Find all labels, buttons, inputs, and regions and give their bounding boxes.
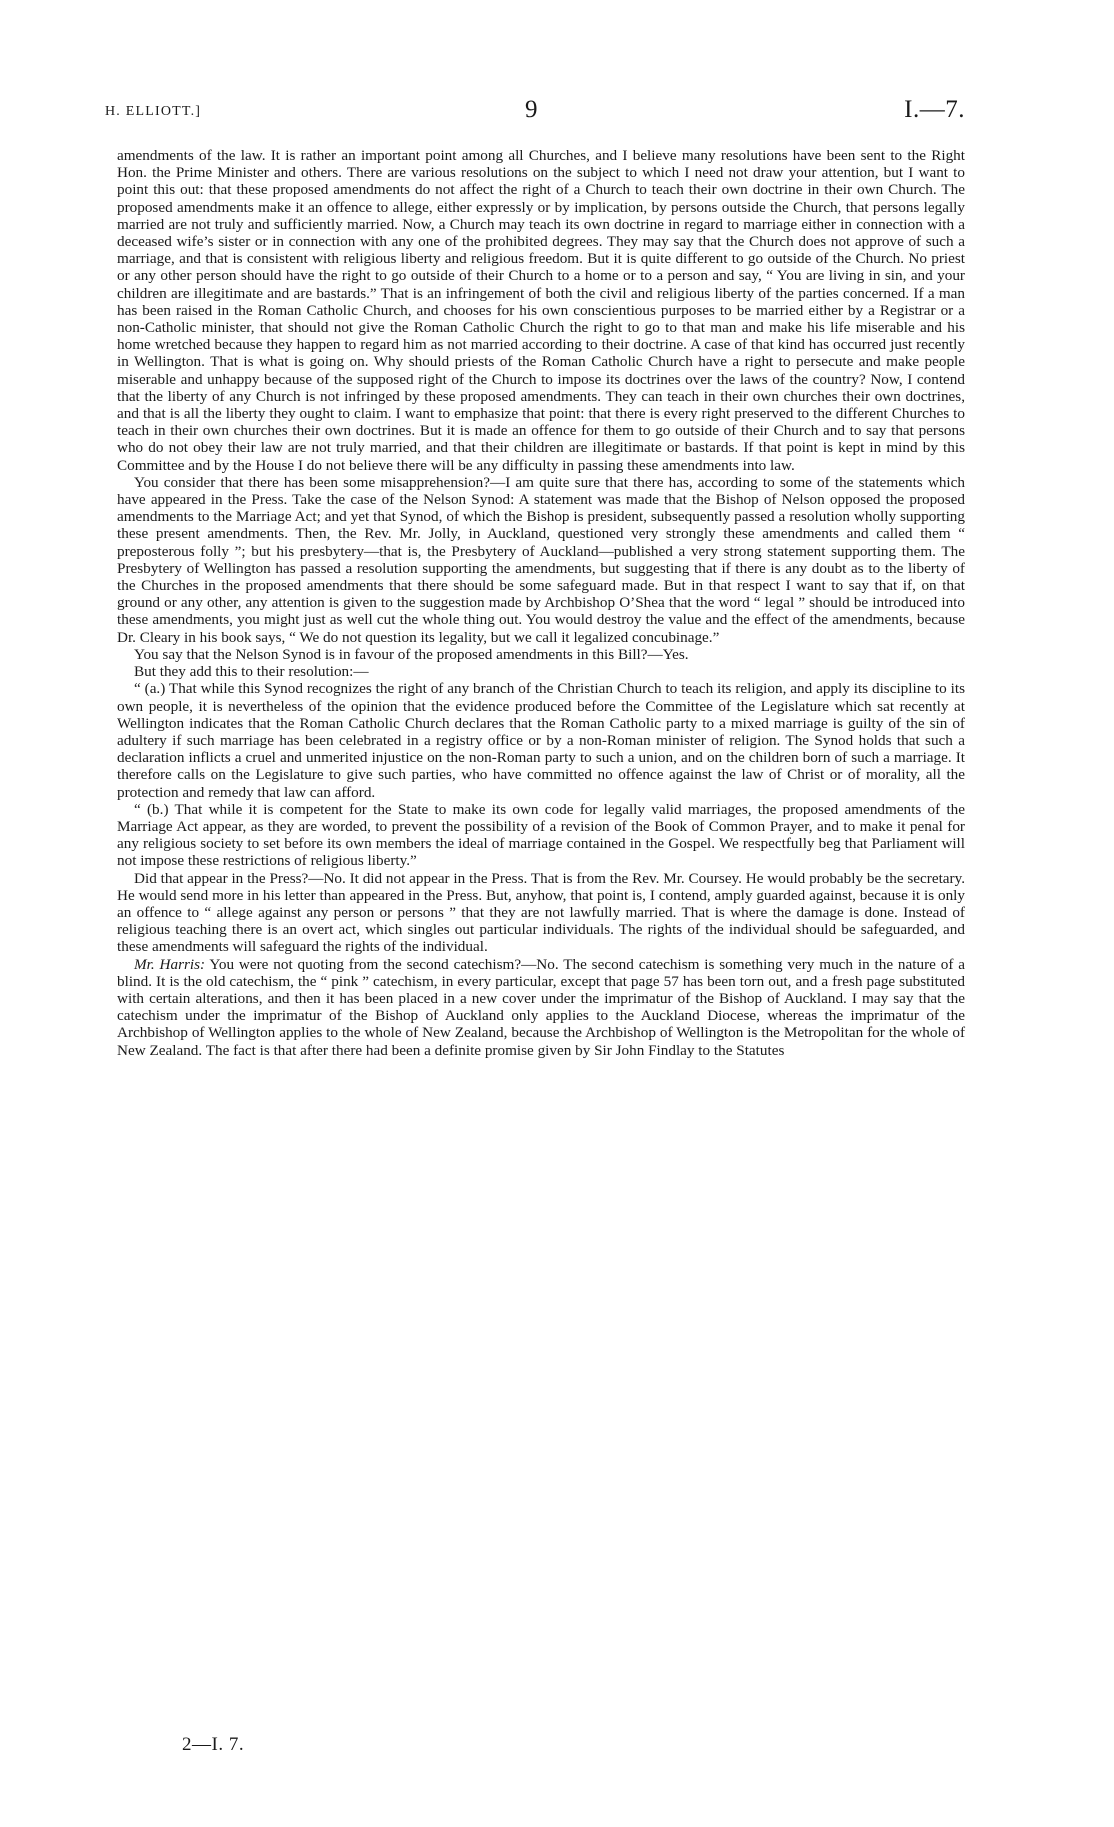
running-head <box>105 96 965 126</box>
paragraph-nelson-synod: You say that the Nelson Synod is in favour of the proposed amendments in this Bill?—Yes. <box>134 645 689 663</box>
paragraph-misapprehension: You consider that there has been some misapprehension?—I am quite sure that there has, according to some of the statements which have appeared in the Press. Take the case of the Nelson Synod: A statement was made that the Bishop of Nelson opposed the proposed amendments to the Marriage Act; and yet that Synod, of which the Bishop is president, subsequently passed a resolution wholly supporting these present amendments. Then, the Rev. Mr. Jolly, in Auckland, questioned very strongly these amendments and called them “ preposterous folly ”; but his presbytery—that is, the Presbytery of Auckland—published a very strong statement supporting them. The Presbytery of Wellington has passed a resolution supporting the amendments, but suggesting that if there is any doubt as to the liberty of the Churches in the proposed amendments that there should be some safeguard made. But in that respect I want to say that if, on that ground or any other, any attention is given to the suggestion made by Archbishop O’Shea that the word “ legal ” should be introduced into these amendments, you might just as well cut the whole thing out. You would destroy the value and the effect of the amendments, because Dr. Cleary in his book says, “ We do not question its legality, but we call it legalized concubinage.” <box>117 473 965 646</box>
speaker-name-header: H. ELLIOTT.] <box>105 104 202 119</box>
paragraph-catechism <box>117 956 965 1059</box>
paragraph-resolution-intro: But they add this to their resolution:— <box>134 663 369 681</box>
signature-mark: 2—I. 7. <box>182 1734 245 1755</box>
speaker-label: Mr. Harris: <box>134 955 206 973</box>
page-number: 9 <box>525 96 538 123</box>
paragraph-catechism-text: You were not quoting from the second catechism?—No. The second catechism is something very much in the nature of a blind. It is the old catechism, the “ pink ” catechism, in every particular, except that page 57 has been torn out, and a fresh page substituted with certain alterations, and then it has been placed in a new cover under the imprimatur of the Bishop of Auckland. I may say that the catechism under the imprimatur of the Bishop of Auckland only applies to the Auckland Diocese, whereas the imprimatur of the Archbishop of Wellington applies to the whole of New Zealand, because the Archbishop of Wellington is the Metropolitan for the whole of New Zealand. The fact is that after there had been a definite promise given by Sir John Findlay to the Statutes <box>117 955 965 1059</box>
paragraph-resolution-b: “ (b.) That while it is competent for the State to make its own code for legally valid marriages, the proposed amendments of the Marriage Act appear, as they are worded, to prevent the possibility of a revision of the Book of Common Prayer, and to make it penal for any religious society to set before its own members the ideal of marriage contained in the Gospel. We respectfully beg that Parliament will not impose these restrictions of religious liberty.” <box>117 800 965 870</box>
paragraph-resolution-a: “ (a.) That while this Synod recognizes the right of any branch of the Christian Church to teach its religion, and apply its discipline to its own people, it is nevertheless of the opinion that the evidence produced before the Committee of the Legislature which sat recently at Wellington indicates that the Roman Catholic Church declares that the Roman Catholic party to a mixed marriage is guilty of the sin of adultery if such marriage has been celebrated in a registry office or by a non-Roman minister of religion. The Synod holds that such a declaration inflicts a cruel and unmerited injustice on the non-Roman party to such a union, and on the children born of such a marriage. It therefore calls on the Legislature to give such parties, who have committed no offence against the law of Christ or of morality, all the protection and remedy that law can afford. <box>117 680 965 801</box>
body-text <box>117 147 965 1059</box>
paragraph-press: Did that appear in the Press?—No. It did not appear in the Press. That is from the Rev. Mr. Coursey. He would probably be the secretary. He would send more in his letter than appeared in the Press. But, anyhow, that point is, I contend, amply guarded against, because it is only an offence to “ allege against any person or persons ” that they are not lawfully married. That is where the damage is done. Instead of religious teaching there is an overt act, which singles out particular individuals. The rights of the individual should be safeguarded, and these amendments will safeguard the rights of the individual. <box>117 869 965 956</box>
paragraph-opening: amendments of the law. It is rather an important point among all Churches, and I believe many resolutions have been sent to the Right Hon. the Prime Minister and others. There are various resolutions on the subject to which I need not draw your attention, but I want to point this out: that these proposed amendments do not affect the right of a Church to teach their own doctrine in their own Church. The proposed amendments make it an offence to allege, either expressly or by implication, by persons outside the Church, that persons legally married are not truly and sufficiently married. Now, a Church may teach its own doctrine in regard to marriage either in connection with a deceased wife’s sister or in connection with any one of the prohibited degrees. They may say that the Church does not approve of such a marriage, and that is consistent with religious liberty and religious freedom. But it is quite different to go outside of the Church. No priest or any other person should have the right to go outside of their Church to a home or to a person and say, “ You are living in sin, and your children are illegitimate and are bastards.” That is an infringement of both the civil and religious liberty of the parties concerned. If a man has been raised in the Roman Catholic Church, and chooses for his own conscientious purposes to be married either by a Registrar or a non-Catholic minister, that should not give the Roman Catholic Church the right to go to that man and make his life miserable and his home wretched because they happen to regard him as not married according to their doctrine. A case of that kind has occurred just recently in Wellington. That is what is going on. Why should priests of the Roman Catholic Church have a right to persecute and make people miserable and unhappy because of the supposed right of the Church to impose its doctrines over the laws of the country? Now, I contend that the liberty of any Church is not infringed by these proposed amendments. They can teach in their own churches their own doctrines, and that is all the liberty they ought to claim. I want to emphasize that point: that there is every right preserved to the different Churches to teach in their own churches their own doctrines. But it is made an offence for them to go outside of their Church and to say that persons who do not obey their law are not truly married, and that their children are illegitimate or bastards. If that point is kept in mind by this Committee and by the House I do not believe there will be any difficulty in passing these amendments into law. <box>117 147 965 474</box>
paper-reference: I.—7. <box>904 96 965 123</box>
